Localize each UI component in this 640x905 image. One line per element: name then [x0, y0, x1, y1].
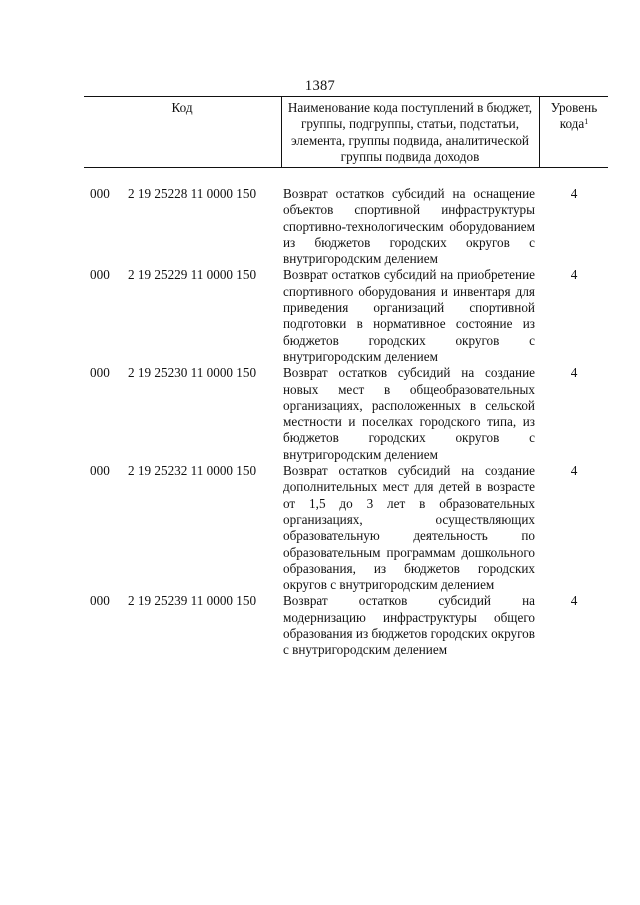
row-name: Возврат остатков субсидий на приобретение спортивного оборудования и инвентаря для приведения организаций спортивной подготовки в нормативное состояние из бюджетов городских округов с внутригородским делением — [283, 267, 535, 364]
row-level: 4 — [570, 267, 578, 283]
row-name: Возврат остатков субсидий на создание дополнительных мест для детей в возрасте от 1,5 до 3 лет в образовательных организациях, осуществляющих образовательную деятельность по образовательным программам дошкольного образования, из бюджетов городских округов с внутригородским делением — [283, 463, 535, 593]
row-prefix: 000 — [90, 186, 110, 201]
row-code: 2 19 25232 11 0000 150 — [128, 463, 257, 479]
row-prefix: 000 — [90, 267, 110, 283]
row-name: Возврат остатков субсидий на оснащение объектов спортивной инфраструктуры спортивно-технологическим оборудованием из бюджетов городских округов с внутригородским делением — [283, 186, 535, 267]
table-row — [84, 365, 608, 463]
table-body — [84, 186, 608, 659]
table-row — [84, 186, 608, 267]
header-code: Код — [171, 100, 193, 115]
row-prefix: 000 — [90, 365, 110, 381]
row-code: 2 19 25228 11 0000 150 — [128, 186, 257, 201]
row-name: Возврат остатков субсидий на создание новых мест в общеобразовательных организациях, расположенных в сельской местности и поселках городского типа, из бюджетов городских округов с внутригородским делением — [283, 365, 535, 462]
table-row — [84, 593, 608, 658]
header-level-footnote: 1 — [584, 117, 589, 127]
header-level-label: Уровень кода — [550, 100, 598, 132]
row-code: 2 19 25229 11 0000 150 — [128, 267, 257, 283]
row-level: 4 — [570, 186, 578, 201]
row-code: 2 19 25230 11 0000 150 — [128, 365, 257, 381]
row-level: 4 — [570, 365, 578, 381]
table-row — [84, 267, 608, 365]
row-level: 4 — [570, 463, 578, 479]
row-prefix: 000 — [90, 593, 110, 609]
row-name: Возврат остатков субсидий на модернизацию инфраструктуры общего образования из бюджетов городских округов с внутригородским делением — [283, 593, 535, 658]
page-number: 1387 — [304, 78, 336, 94]
header-level — [540, 100, 608, 133]
row-code: 2 19 25239 11 0000 150 — [128, 593, 257, 609]
row-prefix: 000 — [90, 463, 110, 479]
table-row — [84, 463, 608, 593]
table-header — [84, 96, 608, 168]
header-name: Наименование кода поступлений в бюджет, группы, подгруппы, статьи, подстатьи, элемента, группы подвида, аналитической группы подвида доходов — [287, 100, 533, 164]
row-level: 4 — [570, 593, 578, 609]
